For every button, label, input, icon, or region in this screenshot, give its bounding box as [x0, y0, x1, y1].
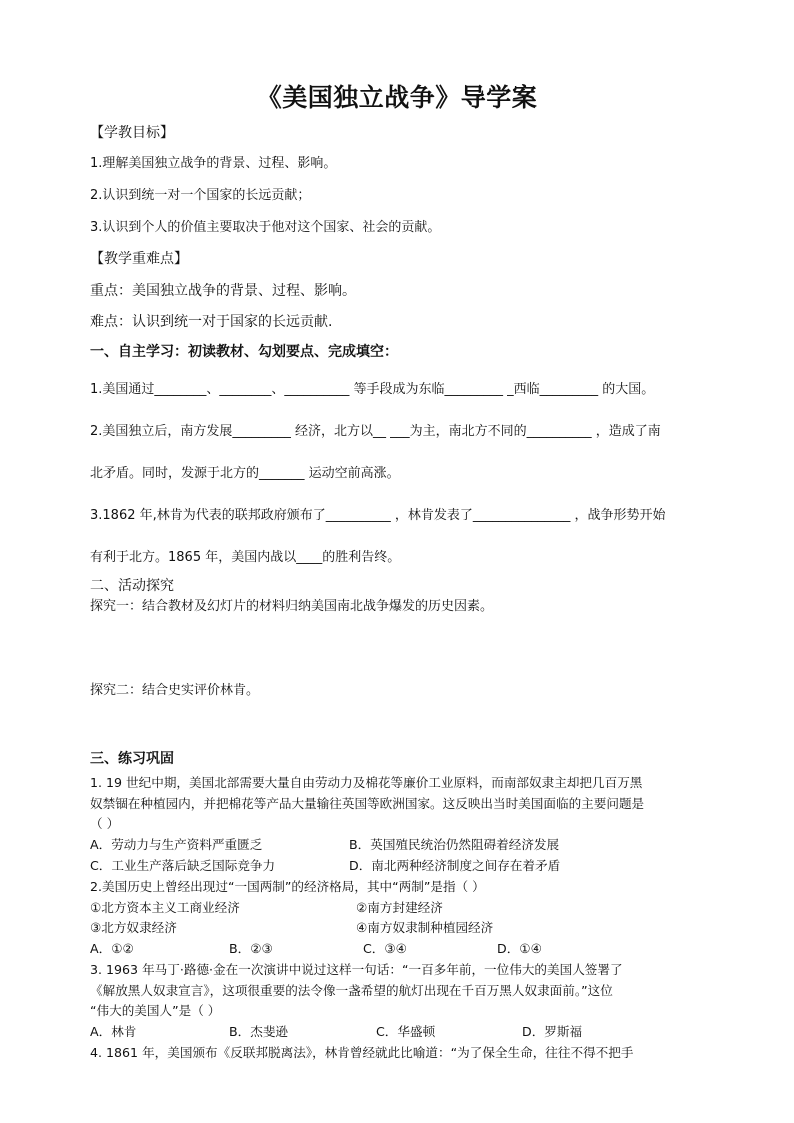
- explore-1: 探究一：结合教材及幻灯片的材料归纳美国南北战争爆发的历史因素。: [90, 599, 494, 614]
- q2-option-c: C．③④: [363, 941, 407, 956]
- q2-item-4: ④南方奴隶制种植园经济: [356, 920, 494, 935]
- q3-option-a: A．林肯: [90, 1024, 137, 1039]
- q3-option-d: D．罗斯福: [522, 1024, 583, 1039]
- q3-line1: 3. 1963 年马丁·路德·金在一次演讲中说过这样一句话：“一百多年前，一位伟大的美国人签署了: [90, 962, 623, 977]
- q3-option-b: B．杰斐逊: [229, 1024, 289, 1039]
- key-point: 重点：美国独立战争的背景、过程、影响。: [90, 283, 356, 299]
- q1-line2: 奴禁锢在种植园内，并把棉花等产品大量输往英国等欧洲国家。这反映出当时美国面临的主要问题是: [90, 796, 645, 811]
- q3-line2: 《解放黑人奴隶宣言》，这项很重要的法令像一盏希望的航灯出现在千百万黑人奴隶面前。”这位: [90, 983, 613, 998]
- fill-question-3-line2: 有利于北方。1865 年，美国内战以____的胜利告终。: [90, 550, 401, 565]
- goal-2: 2.认识到统一对一个国家的长远贡献；: [90, 188, 311, 203]
- section-key-heading: 【教学重难点】: [90, 251, 188, 267]
- q1-line1: 1. 19 世纪中期，美国北部需要大量自由劳动力及棉花等廉价工业原料，而南部奴隶主却把几百万黑: [90, 775, 643, 790]
- q1-option-a: A．劳动力与生产资料严重匮乏: [90, 837, 263, 852]
- section-practice-heading: 三、练习巩固: [90, 751, 174, 767]
- q2-item-2: ②南方封建经济: [356, 900, 443, 915]
- q2-line1: 2.美国历史上曾经出现过“一国两制”的经济格局，其中“两制”是指（ ）: [90, 879, 485, 894]
- q2-item-3: ③北方奴隶经济: [90, 920, 177, 935]
- section-activity-heading: 二、活动探究: [90, 578, 174, 594]
- goal-3: 3.认识到个人的价值主要取决于他对这个国家、社会的贡献。: [90, 220, 441, 235]
- q2-option-b: B．②③: [229, 941, 273, 956]
- q1-line3: （ ）: [90, 816, 120, 831]
- hard-point: 难点：认识到统一对于国家的长远贡献.: [90, 314, 333, 330]
- fill-question-2-line2: 北矛盾。同时，发源于北方的_______ 运动空前高涨。: [90, 466, 400, 481]
- fill-question-2-line1: 2.美国独立后，南方发展_________ 经济，北方以__ ___为主，南北方不同的__________ ，造成了南: [90, 424, 661, 439]
- section-goals-heading: 【学教目标】: [90, 125, 174, 141]
- q1-option-b: B．英国殖民统治仍然阻碍着经济发展: [349, 837, 560, 852]
- fill-question-3-line1: 3.1862 年,林肯为代表的联邦政府颁布了__________ ，林肯发表了_______________ ，战争形势开始: [90, 508, 666, 523]
- fill-question-1: 1.美国通过________、________、__________ 等手段成为东临_________ _西临_________ 的大国。: [90, 382, 655, 397]
- section-self-study-heading: 一、自主学习：初读教材、勾划要点、完成填空：: [90, 344, 398, 360]
- q2-item-1: ①北方资本主义工商业经济: [90, 900, 240, 915]
- q3-option-c: C．华盛顿: [376, 1024, 436, 1039]
- q1-option-c: C．工业生产落后缺乏国际竞争力: [90, 858, 276, 873]
- q2-option-a: A．①②: [90, 941, 134, 956]
- goal-1: 1.理解美国独立战争的背景、过程、影响。: [90, 156, 337, 171]
- q1-option-d: D．南北两种经济制度之间存在着矛盾: [349, 858, 561, 873]
- q4-line1: 4. 1861 年，美国颁布《反联邦脱离法》，林肯曾经就此比喻道：“为了保全生命，往往不得不把手: [90, 1045, 634, 1060]
- explore-2: 探究二：结合史实评价林肯。: [90, 683, 260, 698]
- q3-line3: “伟大的美国人”是（ ）: [90, 1003, 221, 1018]
- q2-option-d: D．①④: [497, 941, 542, 956]
- page-title: 《美国独立战争》导学案: [256, 83, 538, 112]
